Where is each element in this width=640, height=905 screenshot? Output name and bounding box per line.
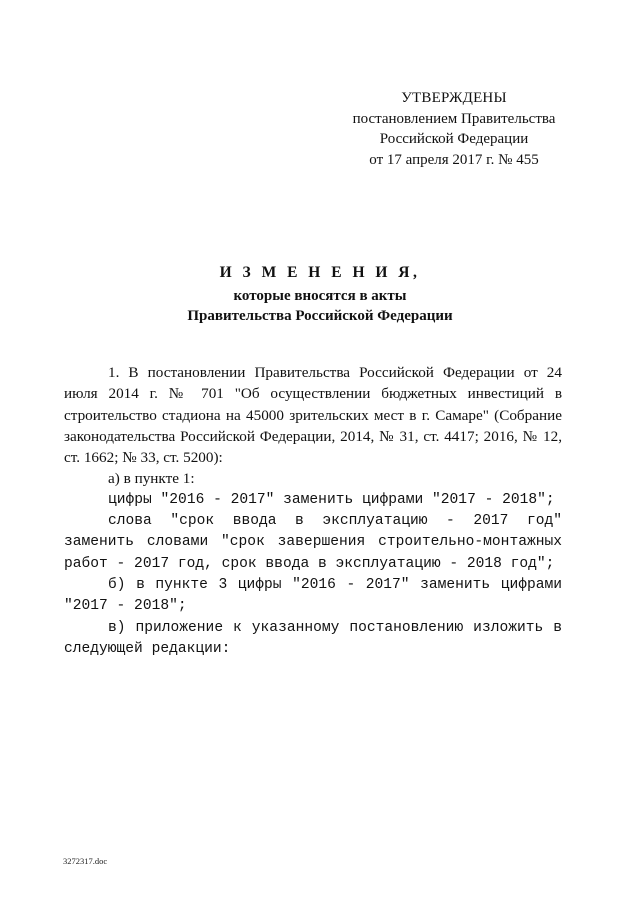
item-a-2: слова "срок ввода в эксплуатацию - 2017 год" заменить словами "срок завершения строительно-монтажных работ - 2017 год, срок ввода в эксплуатацию - 2018 год"; xyxy=(64,513,562,572)
subtitle-line-1: которые вносятся в акты xyxy=(233,288,407,304)
approval-line-1: постановлением Правительства xyxy=(352,110,556,127)
approval-line-3: от 17 апреля 2017 г. № 455 xyxy=(369,151,539,168)
approval-line-2: Российской Федерации xyxy=(379,131,529,147)
document-title: И З М Е Н Е Н И Я, xyxy=(219,264,421,281)
file-name-footer: 3272317.doc xyxy=(63,856,108,866)
document-subtitle xyxy=(60,286,580,326)
item-a: а) в пункте 1: xyxy=(108,470,195,488)
paragraph-1: 1. В постановлении Правительства Российской Федерации от 24 июля 2014 г. № 701 "Об осуществлении бюджетных инвестиций в строительство стадиона на 45000 зрительских мест в г. Самаре" (Собрание законодательства Российской Федерации, 2014, № 31, ст. 4417; 2016, № 12, ст. 1662; № 33, ст. 5200): xyxy=(64,364,562,467)
item-a-1: цифры "2016 - 2017" заменить цифрами "2017 - 2018"; xyxy=(108,491,555,508)
approval-title: УТВЕРЖДЕНЫ xyxy=(401,90,507,106)
item-c: в) приложение к указанному постановлению изложить в следующей редакции: xyxy=(64,619,562,657)
approval-stamp xyxy=(320,88,588,170)
item-b: б) в пункте 3 цифры "2016 - 2017" заменить цифрами "2017 - 2018"; xyxy=(64,576,562,615)
document-body xyxy=(64,362,562,660)
subtitle-line-2: Правительства Российской Федерации xyxy=(187,308,453,324)
